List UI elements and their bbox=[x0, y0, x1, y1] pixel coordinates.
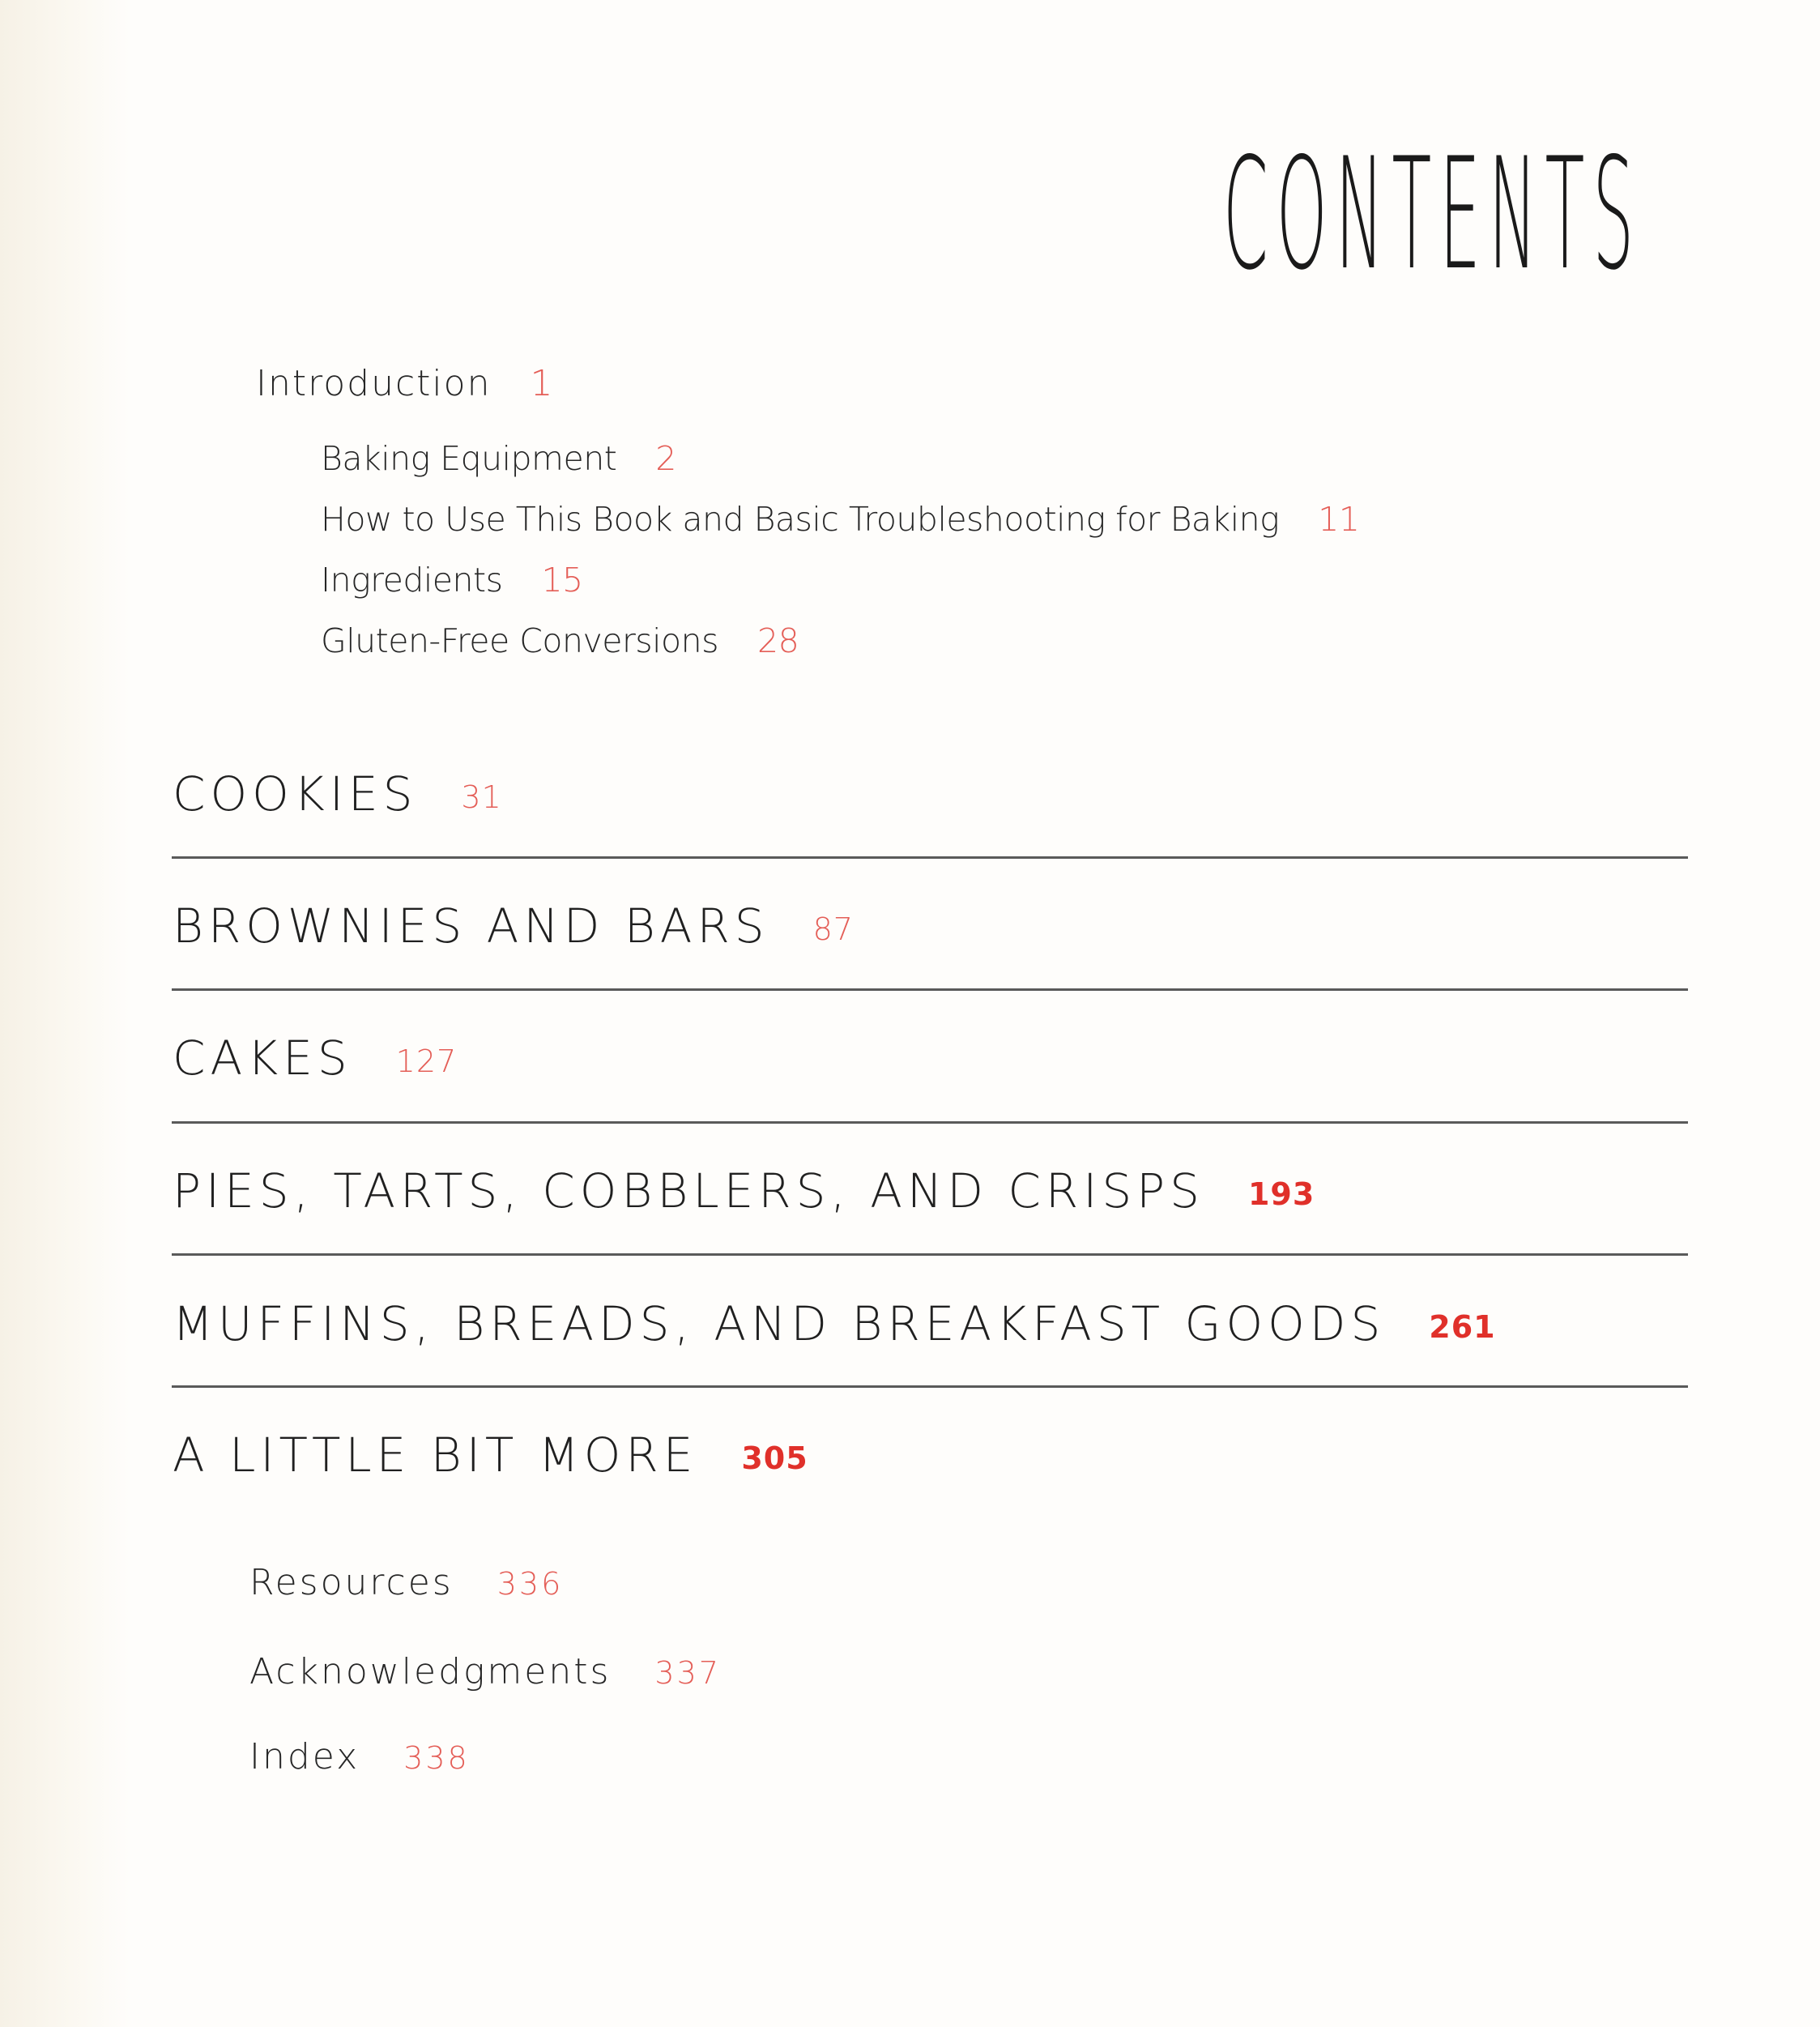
entry-label: Baking Equipment bbox=[321, 439, 617, 478]
toc-chapter-brownies[interactable] bbox=[173, 898, 854, 954]
page-number: 127 bbox=[395, 1043, 458, 1079]
page-number: 193 bbox=[1247, 1176, 1315, 1212]
chapter-label: PIES, TARTS, COBBLERS, AND CRISPS bbox=[173, 1163, 1204, 1218]
toc-entry-acknowledgments[interactable] bbox=[249, 1651, 721, 1692]
page-number: 338 bbox=[403, 1740, 470, 1776]
entry-label: Acknowledgments bbox=[249, 1651, 612, 1692]
toc-chapter-muffins[interactable] bbox=[173, 1296, 1496, 1351]
entry-label: Index bbox=[249, 1736, 360, 1777]
entry-label: Introduction bbox=[256, 363, 492, 404]
toc-entry-resources[interactable] bbox=[249, 1562, 563, 1603]
toc-entry-baking-equipment[interactable] bbox=[321, 439, 676, 478]
page-number: 2 bbox=[655, 439, 676, 478]
toc-chapter-little-bit-more[interactable] bbox=[173, 1427, 808, 1483]
page-number: 305 bbox=[741, 1440, 808, 1476]
page-number: 336 bbox=[497, 1566, 564, 1602]
entry-label: How to Use This Book and Basic Troubleshooting for Baking bbox=[321, 500, 1280, 539]
chapter-label: MUFFINS, BREADS, AND BREAKFAST GOODS bbox=[173, 1296, 1386, 1351]
toc-entry-ingredients[interactable] bbox=[321, 561, 583, 600]
page-edge-shadow bbox=[0, 0, 130, 2027]
divider bbox=[172, 1121, 1688, 1124]
toc-chapter-cookies[interactable] bbox=[173, 766, 502, 821]
page-number: 87 bbox=[812, 911, 854, 947]
page-number: 261 bbox=[1429, 1309, 1496, 1345]
page-number: 1 bbox=[530, 363, 555, 404]
toc-entry-how-to-use[interactable] bbox=[321, 500, 1359, 539]
chapter-label: CAKES bbox=[173, 1031, 352, 1086]
page-number: 31 bbox=[461, 779, 502, 815]
divider bbox=[172, 1253, 1688, 1256]
divider bbox=[172, 988, 1688, 991]
chapter-label: BROWNIES AND BARS bbox=[173, 898, 769, 954]
page-number: 11 bbox=[1318, 500, 1360, 539]
chapter-label: COOKIES bbox=[173, 766, 418, 821]
entry-label: Ingredients bbox=[321, 561, 503, 600]
entry-label: Resources bbox=[249, 1562, 454, 1603]
page-number: 337 bbox=[654, 1655, 721, 1691]
entry-label: Gluten-Free Conversions bbox=[321, 621, 718, 660]
toc-chapter-cakes[interactable] bbox=[173, 1031, 457, 1086]
page-title: CONTENTS bbox=[1223, 125, 1643, 304]
toc-entry-index[interactable] bbox=[249, 1736, 470, 1777]
page-number: 28 bbox=[757, 621, 799, 660]
chapter-label: A LITTLE BIT MORE bbox=[173, 1427, 698, 1483]
page-number: 15 bbox=[541, 561, 583, 600]
divider bbox=[172, 1385, 1688, 1388]
toc-entry-introduction[interactable] bbox=[256, 363, 554, 404]
toc-entry-gluten-free[interactable] bbox=[321, 621, 799, 660]
divider bbox=[172, 856, 1688, 859]
toc-chapter-pies[interactable] bbox=[173, 1163, 1315, 1218]
